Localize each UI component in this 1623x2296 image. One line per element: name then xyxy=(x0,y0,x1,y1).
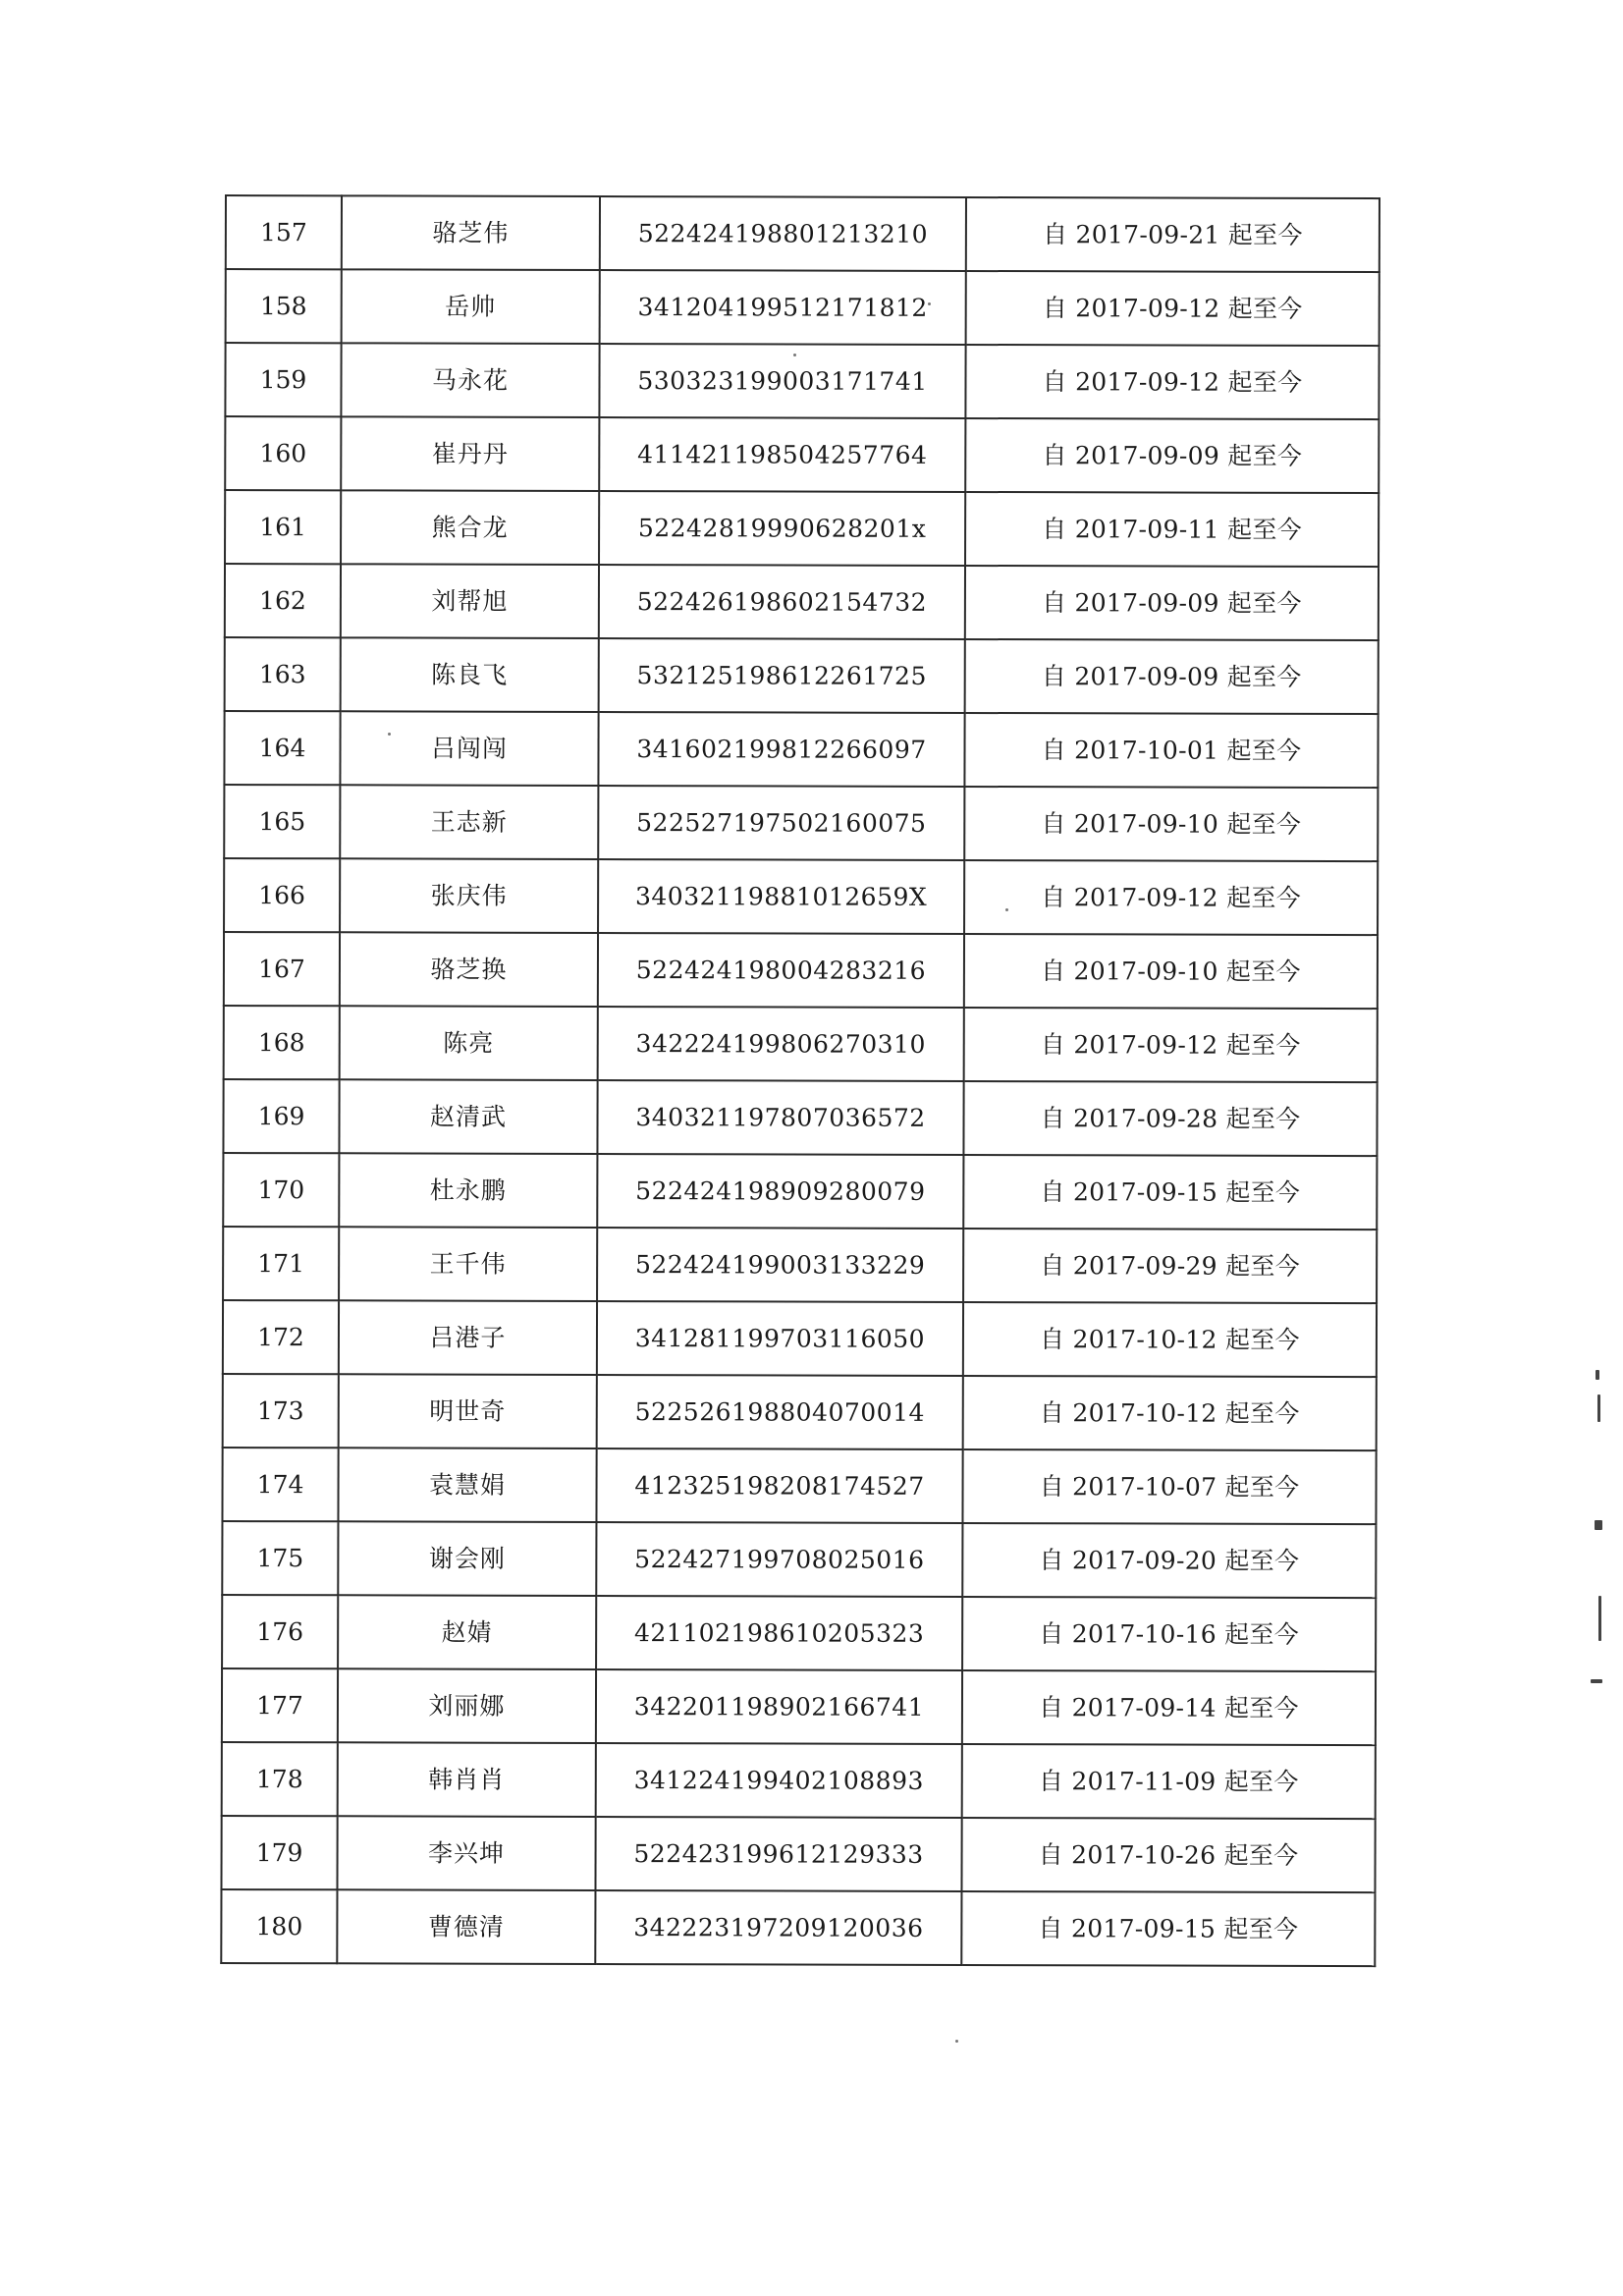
row-number: 174 xyxy=(222,1448,338,1521)
table-row xyxy=(221,1816,1375,1892)
scan-artifact-mark xyxy=(1597,1394,1600,1422)
table-row xyxy=(226,195,1380,272)
employment-period: 自 2017-09-15 起至今 xyxy=(961,1891,1375,1966)
employment-period: 自 2017-10-16 起至今 xyxy=(962,1597,1376,1671)
id-number: 421102198610205323 xyxy=(596,1596,962,1670)
table-body xyxy=(221,195,1380,1966)
employment-period: 自 2017-09-12 起至今 xyxy=(966,271,1380,346)
employment-period: 自 2017-09-21 起至今 xyxy=(966,197,1380,272)
scan-artifact-dot xyxy=(955,2040,958,2043)
row-number: 161 xyxy=(225,490,341,564)
person-name: 杜永鹏 xyxy=(339,1153,597,1228)
id-number: 34032119881012659X xyxy=(598,859,964,934)
person-name: 吕港子 xyxy=(339,1300,597,1375)
scan-artifact-dot xyxy=(928,302,931,305)
table-row xyxy=(222,1742,1376,1819)
table-row xyxy=(224,932,1378,1009)
employment-period: 自 2017-10-12 起至今 xyxy=(963,1302,1377,1377)
table-row xyxy=(223,1079,1377,1156)
table-row xyxy=(225,416,1379,493)
employment-period: 自 2017-09-09 起至今 xyxy=(965,639,1379,714)
table-row xyxy=(224,785,1378,861)
id-number: 341224199402108893 xyxy=(596,1743,962,1818)
scan-artifact-dot xyxy=(388,733,391,736)
person-name: 岳帅 xyxy=(342,269,600,344)
person-name: 袁慧娟 xyxy=(338,1448,596,1522)
employment-period: 自 2017-09-12 起至今 xyxy=(965,345,1379,419)
table-row xyxy=(221,1889,1375,1966)
row-number: 175 xyxy=(222,1521,338,1595)
table-row xyxy=(222,1521,1376,1598)
row-number: 169 xyxy=(223,1079,339,1153)
row-number: 171 xyxy=(223,1227,339,1300)
id-number: 522423199612129333 xyxy=(595,1817,961,1891)
person-name: 刘帮旭 xyxy=(341,564,599,638)
person-name: 王志新 xyxy=(340,785,598,859)
person-name: 陈亮 xyxy=(340,1006,598,1080)
id-number: 532125198612261725 xyxy=(599,638,965,713)
person-name: 张庆伟 xyxy=(340,858,598,933)
person-name: 赵婧 xyxy=(338,1595,596,1669)
id-number: 342224199806270310 xyxy=(598,1007,964,1081)
id-number: 412325198208174527 xyxy=(596,1449,962,1523)
row-number: 168 xyxy=(224,1006,340,1079)
person-name: 谢会刚 xyxy=(338,1521,596,1596)
employment-period: 自 2017-10-01 起至今 xyxy=(964,713,1378,788)
id-number: 522426198602154732 xyxy=(599,565,965,639)
id-number: 522424198801213210 xyxy=(600,196,966,271)
person-name: 刘丽娜 xyxy=(338,1668,596,1743)
row-number: 159 xyxy=(225,343,341,416)
table-row xyxy=(223,1300,1377,1377)
id-number: 411421198504257764 xyxy=(599,417,965,492)
employment-period: 自 2017-10-12 起至今 xyxy=(963,1376,1377,1450)
row-number: 162 xyxy=(225,564,341,637)
table-row xyxy=(222,1595,1376,1671)
employment-period: 自 2017-09-09 起至今 xyxy=(965,418,1379,493)
row-number: 164 xyxy=(224,711,340,785)
id-number: 342201198902166741 xyxy=(596,1669,962,1744)
id-number: 530323199003171741 xyxy=(599,344,965,418)
row-number: 173 xyxy=(223,1374,339,1448)
scan-artifact-dot xyxy=(1005,908,1008,911)
person-name: 李兴坤 xyxy=(337,1816,595,1890)
table-row xyxy=(224,858,1378,935)
employment-period: 自 2017-09-20 起至今 xyxy=(962,1523,1376,1598)
person-name: 赵清武 xyxy=(339,1079,597,1154)
person-name: 马永花 xyxy=(341,343,599,417)
employment-period: 自 2017-09-29 起至今 xyxy=(963,1229,1377,1303)
row-number: 167 xyxy=(224,932,340,1006)
employment-period: 自 2017-09-12 起至今 xyxy=(964,860,1378,935)
employment-period: 自 2017-09-11 起至今 xyxy=(965,492,1379,567)
id-number: 52242819990628201x xyxy=(599,491,965,566)
person-name: 曹德清 xyxy=(337,1889,595,1964)
table-row xyxy=(222,1448,1376,1524)
row-number: 177 xyxy=(222,1668,338,1742)
id-number: 522526198804070014 xyxy=(597,1375,963,1449)
row-number: 158 xyxy=(226,269,342,343)
person-name: 王千伟 xyxy=(339,1227,597,1301)
row-number: 166 xyxy=(224,858,340,932)
table-row xyxy=(225,343,1379,419)
employment-period: 自 2017-09-09 起至今 xyxy=(965,566,1379,640)
table-row xyxy=(224,1006,1378,1082)
id-number: 522527197502160075 xyxy=(598,786,964,860)
person-name: 骆芝换 xyxy=(340,932,598,1007)
row-number: 179 xyxy=(221,1816,337,1889)
employment-period: 自 2017-11-09 起至今 xyxy=(962,1744,1376,1819)
row-number: 157 xyxy=(226,195,342,269)
scan-artifact-mark xyxy=(1598,1596,1601,1641)
table-row xyxy=(225,490,1379,567)
id-number: 341204199512171812 xyxy=(600,270,966,345)
employment-period: 自 2017-09-10 起至今 xyxy=(964,787,1378,861)
table-row xyxy=(226,269,1380,346)
row-number: 178 xyxy=(222,1742,338,1816)
person-name: 骆芝伟 xyxy=(342,195,600,270)
person-name: 明世奇 xyxy=(339,1374,597,1449)
id-number: 522424199003133229 xyxy=(597,1228,963,1302)
table-row xyxy=(223,1227,1377,1303)
row-number: 163 xyxy=(225,637,341,711)
id-number: 341281199703116050 xyxy=(597,1301,963,1376)
id-number: 341602199812266097 xyxy=(598,712,964,787)
row-number: 170 xyxy=(223,1153,339,1227)
employment-period: 自 2017-09-28 起至今 xyxy=(963,1081,1377,1156)
scan-artifact-mark xyxy=(1595,1520,1602,1530)
id-number: 522427199708025016 xyxy=(596,1522,962,1597)
employment-period: 自 2017-10-26 起至今 xyxy=(961,1818,1375,1892)
person-name: 崔丹丹 xyxy=(341,416,599,491)
person-name: 韩肖肖 xyxy=(338,1742,596,1817)
person-name: 熊合龙 xyxy=(341,490,599,565)
employment-period: 自 2017-10-07 起至今 xyxy=(962,1449,1376,1524)
row-number: 180 xyxy=(221,1889,337,1963)
table-row xyxy=(223,1153,1377,1230)
table-row xyxy=(225,564,1379,640)
row-number: 176 xyxy=(222,1595,338,1668)
scan-artifact-mark xyxy=(1591,1679,1602,1683)
id-number: 522424198004283216 xyxy=(598,933,964,1008)
employment-period: 自 2017-09-15 起至今 xyxy=(963,1155,1377,1230)
table-row xyxy=(222,1668,1376,1745)
id-number: 522424198909280079 xyxy=(597,1154,963,1229)
person-name: 吕闯闯 xyxy=(340,711,598,786)
personnel-table xyxy=(220,194,1380,1967)
id-number: 342223197209120036 xyxy=(595,1890,961,1965)
employment-period: 自 2017-09-14 起至今 xyxy=(962,1670,1376,1745)
scan-artifact-mark xyxy=(1596,1370,1599,1380)
table-row xyxy=(225,637,1379,714)
row-number: 160 xyxy=(225,416,341,490)
employment-period: 自 2017-09-10 起至今 xyxy=(964,934,1378,1009)
id-number: 340321197807036572 xyxy=(597,1080,963,1155)
person-name: 陈良飞 xyxy=(341,637,599,712)
table-row xyxy=(223,1374,1377,1450)
row-number: 172 xyxy=(223,1300,339,1374)
row-number: 165 xyxy=(224,785,340,858)
table-row xyxy=(224,711,1378,788)
scan-artifact-dot xyxy=(793,354,796,356)
employment-period: 自 2017-09-12 起至今 xyxy=(964,1008,1378,1082)
